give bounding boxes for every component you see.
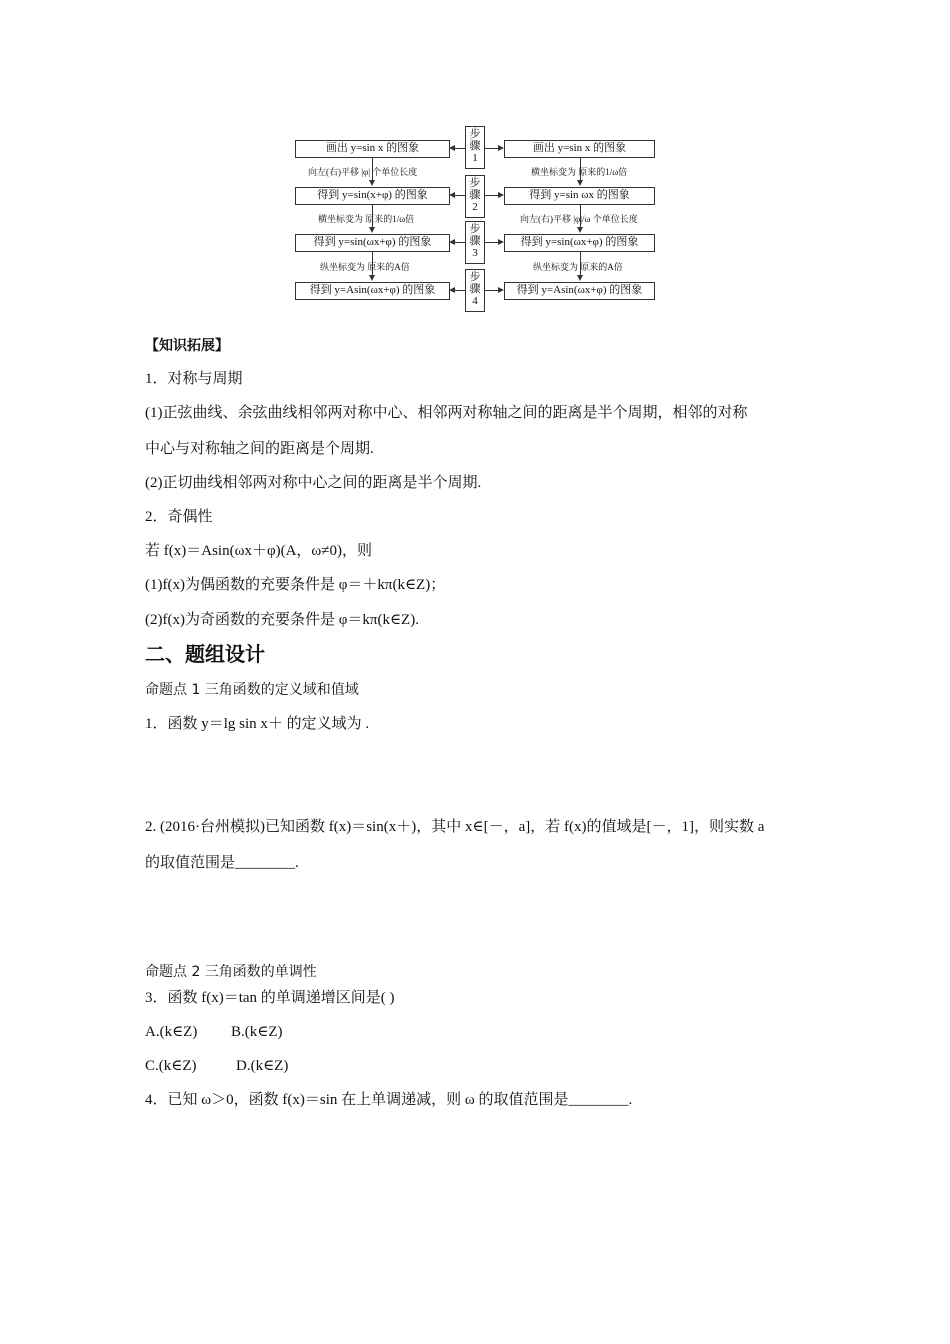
knowledge-item2-condition1: (1)f(x)为偶函数的充要条件是 φ＝＋kπ(k∈Z)； [145, 577, 446, 593]
right-box-4: 得到 y=Asin(ωx+φ) 的图象 [504, 282, 655, 300]
question-3-option-b: B.(k∈Z) [231, 1024, 283, 1040]
right-label-3: 纵坐标变为 原来的A倍 [533, 262, 623, 272]
left-box-2: 得到 y=sin(x+φ) 的图象 [295, 187, 450, 205]
knowledge-item1-p1-line1: (1)正弦曲线、余弦曲线相邻两对称中心、相邻两对称轴之间的距离是半个周期，相邻的对称 [145, 405, 748, 421]
knowledge-item1-title: 1．对称与周期 [145, 371, 243, 387]
step-box-3: 步 骤 3 [465, 221, 485, 264]
question-2-line2: 的取值范围是________. [145, 855, 299, 871]
knowledge-item2-condition2: (2)f(x)为奇函数的充要条件是 φ＝kπ(k∈Z). [145, 612, 419, 628]
knowledge-heading: 【知识拓展】 [145, 338, 229, 354]
right-label-1: 横坐标变为 原来的1/ω倍 [531, 167, 628, 177]
step-box-4: 步 骤 4 [465, 269, 485, 312]
question-3-option-a: A.(k∈Z) [145, 1024, 198, 1040]
question-3-option-c: C.(k∈Z) [145, 1058, 197, 1074]
right-label-2: 向左(右)平移 |φ|/ω 个单位长度 [520, 214, 638, 224]
knowledge-item2-title: 2．奇偶性 [145, 509, 213, 525]
question-1: 1．函数 y＝lg sin x＋ 的定义域为 . [145, 716, 370, 732]
left-label-3: 纵坐标变为 原来的A倍 [320, 262, 410, 272]
left-box-3: 得到 y=sin(ωx+φ) 的图象 [295, 234, 450, 252]
question-3: 3．函数 f(x)＝tan 的单调递增区间是( ) [145, 990, 395, 1006]
topic2-heading: 命题点 2 三角函数的单调性 [145, 964, 317, 980]
knowledge-item1-p2: (2)正切曲线相邻两对称中心之间的距离是半个周期. [145, 475, 482, 491]
knowledge-item1-p1-line2: 中心与对称轴之间的距离是个周期. [145, 441, 374, 457]
left-box-1: 画出 y=sin x 的图象 [295, 140, 450, 158]
right-box-3: 得到 y=sin(ωx+φ) 的图象 [504, 234, 655, 252]
left-label-2: 横坐标变为 原来的1/ω倍 [318, 214, 415, 224]
knowledge-item2-intro: 若 f(x)＝Asin(ωx＋φ)(A，ω≠0)，则 [145, 543, 373, 559]
question-3-option-d: D.(k∈Z) [236, 1058, 289, 1074]
right-box-1: 画出 y=sin x 的图象 [504, 140, 655, 158]
question-4: 4．已知 ω＞0，函数 f(x)＝sin 在上单调递减，则 ω 的取值范围是________. [145, 1092, 633, 1108]
step-box-1: 步 骤 1 [465, 126, 485, 169]
question-2-line1: 2. (2016·台州模拟)已知函数 f(x)＝sin(x＋)，其中 x∈[－，a]，若 f(x)的值域是[－，1]，则实数 a [145, 819, 765, 835]
step-box-2: 步 骤 2 [465, 175, 485, 218]
topic1-heading: 命题点 1 三角函数的定义域和值域 [145, 682, 359, 698]
section-title: 二、题组设计 [145, 642, 265, 666]
left-box-4: 得到 y=Asin(ωx+φ) 的图象 [295, 282, 450, 300]
left-label-1: 向左(右)平移 |φ| 个单位长度 [308, 167, 418, 177]
right-box-2: 得到 y=sin ωx 的图象 [504, 187, 655, 205]
